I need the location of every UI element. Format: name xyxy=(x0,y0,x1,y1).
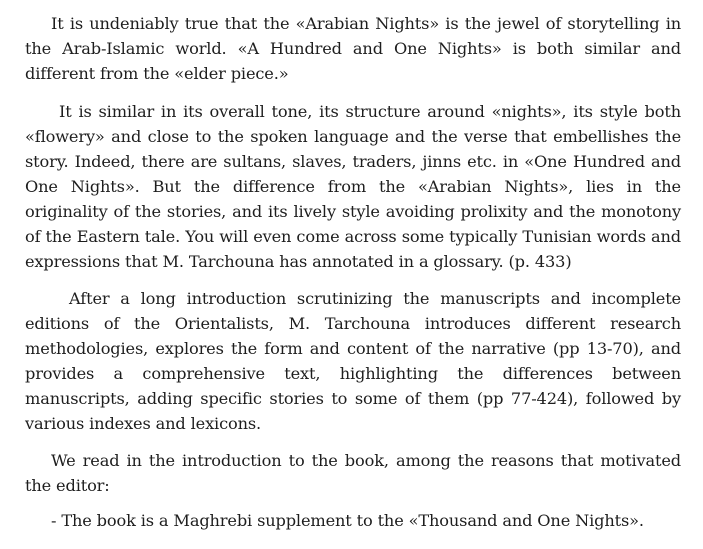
list-item-reason: - The book is a Maghrebi supplement to the «Thousand and One Nights». xyxy=(51,511,644,530)
paragraph-intro: It is undeniably true that the «Arabian Nights» is the jewel of storytelling in the Arab-Islamic world. «A Hundred and One Nights» is both similar and different from the «elder piece.» xyxy=(25,14,681,83)
paragraph-similarities: It is similar in its overall tone, its structure around «nights», its style both «flowery» and close to the spoken language and the verse that embellishes the story. Indeed, there are sultans, slaves, traders, jinns etc. in «One Hundred and One Nights». But the difference from the «Arabian Nights», lies in the originality of the stories, and its lively style avoiding prolixity and the monotony of the Eastern tale. You will even come across some typically Tunisian words and expressions that M. Tarchouna has annotated in a glossary. (p. 433) xyxy=(25,102,681,271)
paragraph-reasons: We read in the introduction to the book, among the reasons that motivated the editor: xyxy=(25,451,681,495)
paragraph-methodology: After a long introduction scrutinizing the manuscripts and incomplete editions of the Orientalists, M. Tarchouna introduces different research methodologies, explores the form and content of the narrative (pp 13-70), and provides a comprehensive text, highlighting the differences between manuscripts, adding specific stories to some of them (pp 77-424), followed by various indexes and lexicons. xyxy=(25,289,681,433)
document-page xyxy=(25,11,681,533)
